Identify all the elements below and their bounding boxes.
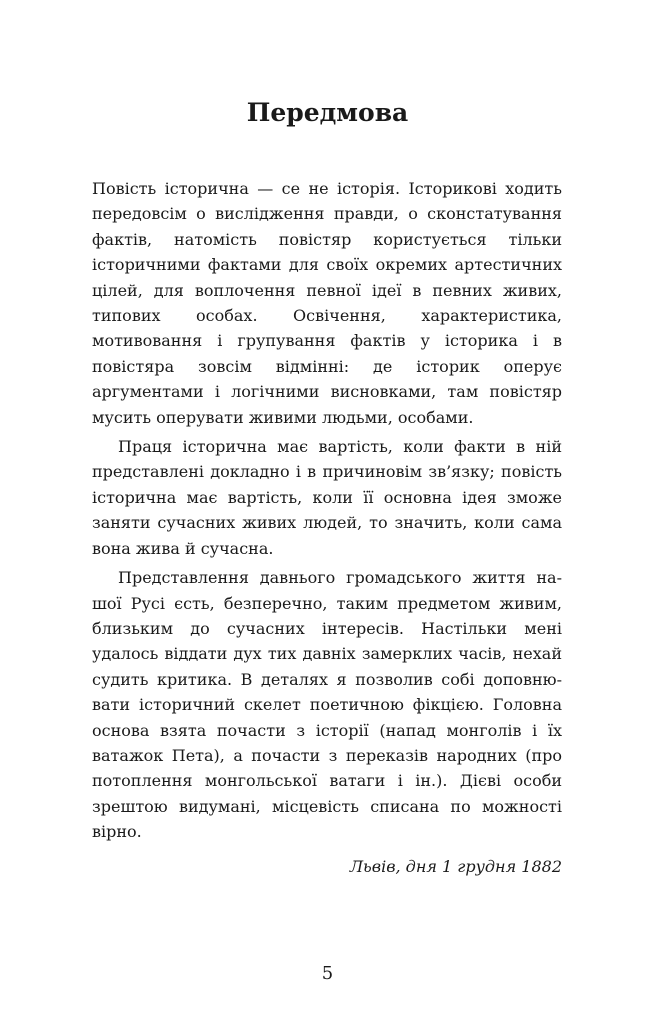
page-number: 5 <box>321 963 334 984</box>
paragraph-2: Праця історична має вартість, коли факти в ній представлені докладно і в причиновім зв’язку; повість історична має вартість, коли її основна ідея зможе заняти сучасних живих людей, то значить, коли сама вона жива й сучасна. <box>92 437 562 558</box>
page-title: Передмова <box>246 98 409 127</box>
place-date-signature: Львів, дня 1 грудня 1882 <box>349 857 562 876</box>
paragraph-1: Повість історична — се не історія. Історикові ходить передовсім о вислідження правди, о сконстатування фактів, натомість повістяр користується тільки історичними фактами для своїх окремих артестичних цілей, для воплочення певної ідеї в певних живих, типових особах. Освічення, характеристика, мотивовання і групування фактів у історика і в повістяра зовсім відмінні: де історик оперує аргументами і логічними висновками, там повістяр мусить оперувати живими людьми, особами. <box>92 179 562 427</box>
paragraph-3: Представлення давнього громадського життя нашої Русі єсть, безперечно, таким предметом живим, близьким до сучасних інтересів. Настільки мені удалось віддати дух тих давніх замерклих часів, нехай судить критика. В деталях я позволив собі доповнювати історичний скелет поетичною фікцією. Головна основа взята почасти з історії (напад монголів і їх ватажок Пета), а почасти з переказів народних (про потоплення монгольської ватаги і ін.). Дієві особи зрештою видумані, місцевість списана по можності вірно. <box>92 568 562 842</box>
preface-body <box>92 176 562 849</box>
